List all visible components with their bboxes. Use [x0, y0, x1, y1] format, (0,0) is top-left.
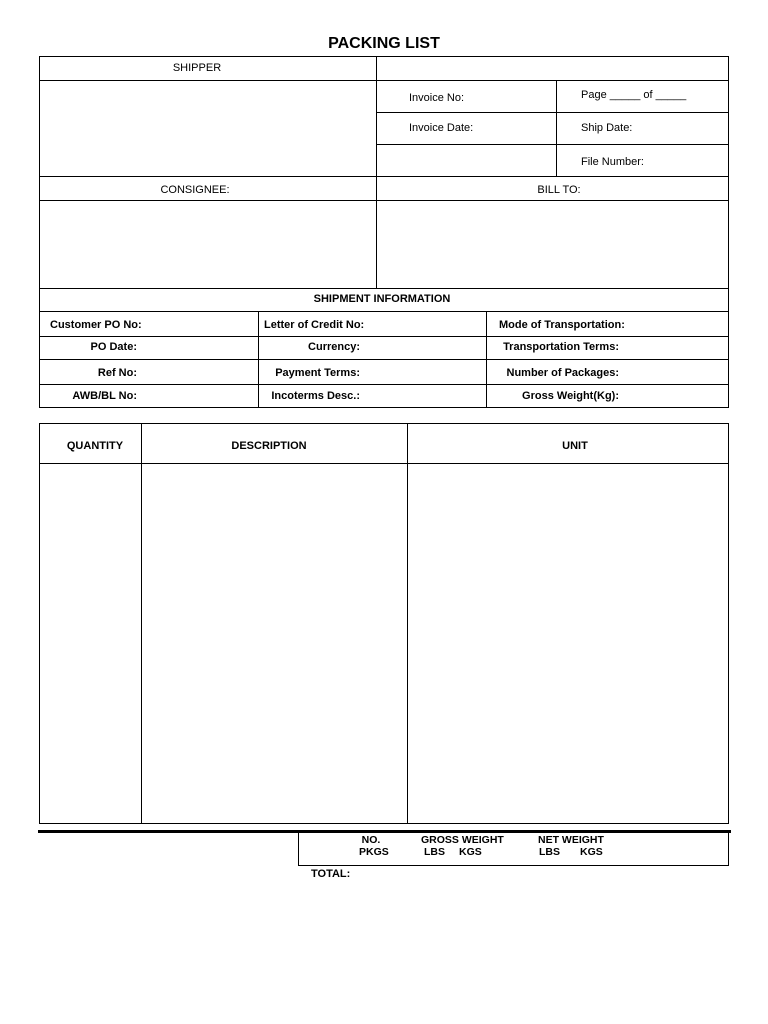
gross-kgs-label: KGS: [459, 846, 482, 858]
shipment-information-title: SHIPMENT INFORMATION: [313, 293, 451, 305]
unit-header: UNIT: [562, 440, 588, 452]
transportation-terms-label: Transportation Terms:: [503, 341, 619, 353]
customer-po-label: Customer PO No:: [50, 319, 142, 331]
pkgs-label: PKGS: [359, 846, 389, 858]
invoice-no-label: Invoice No:: [409, 92, 465, 104]
incoterms-label: Incoterms Desc.:: [271, 390, 360, 402]
currency-label: Currency:: [308, 341, 360, 353]
shipper-field[interactable]: [40, 81, 375, 175]
payment-terms-label: Payment Terms:: [275, 367, 360, 379]
file-number-label: File Number:: [581, 156, 644, 168]
consignee-field[interactable]: [40, 201, 375, 288]
description-column-field[interactable]: [142, 464, 406, 823]
gross-weight-total-label: GROSS WEIGHT: [421, 834, 504, 846]
quantity-column-field[interactable]: [40, 464, 140, 823]
letter-of-credit-label: Letter of Credit No:: [264, 319, 365, 331]
unit-column-field[interactable]: [408, 464, 728, 823]
po-date-label: PO Date:: [90, 341, 137, 353]
net-lbs-label: LBS: [539, 846, 560, 858]
document-title: PACKING LIST: [328, 35, 440, 52]
consignee-label: CONSIGNEE:: [160, 184, 230, 196]
ref-no-label: Ref No:: [97, 367, 137, 379]
awb-bl-label: AWB/BL No:: [72, 390, 137, 402]
total-label: TOTAL:: [311, 868, 351, 880]
net-kgs-label: KGS: [580, 846, 603, 858]
ship-date-label: Ship Date:: [581, 122, 633, 134]
gross-weight-label: Gross Weight(Kg):: [522, 390, 619, 402]
number-of-packages-label: Number of Packages:: [506, 367, 619, 379]
quantity-header: QUANTITY: [66, 440, 124, 452]
invoice-date-label: Invoice Date:: [409, 122, 474, 134]
page-label: Page _____ of _____: [581, 89, 687, 101]
shipper-label: SHIPPER: [172, 62, 222, 74]
no-label: NO.: [361, 834, 381, 846]
mode-of-transportation-label: Mode of Transportation:: [499, 319, 625, 331]
description-header: DESCRIPTION: [231, 440, 307, 452]
shipment-information-section: [39, 288, 729, 408]
bill-to-field[interactable]: [377, 201, 728, 288]
net-weight-total-label: NET WEIGHT: [538, 834, 604, 846]
gross-lbs-label: LBS: [424, 846, 445, 858]
bill-to-label: BILL TO:: [537, 184, 581, 196]
